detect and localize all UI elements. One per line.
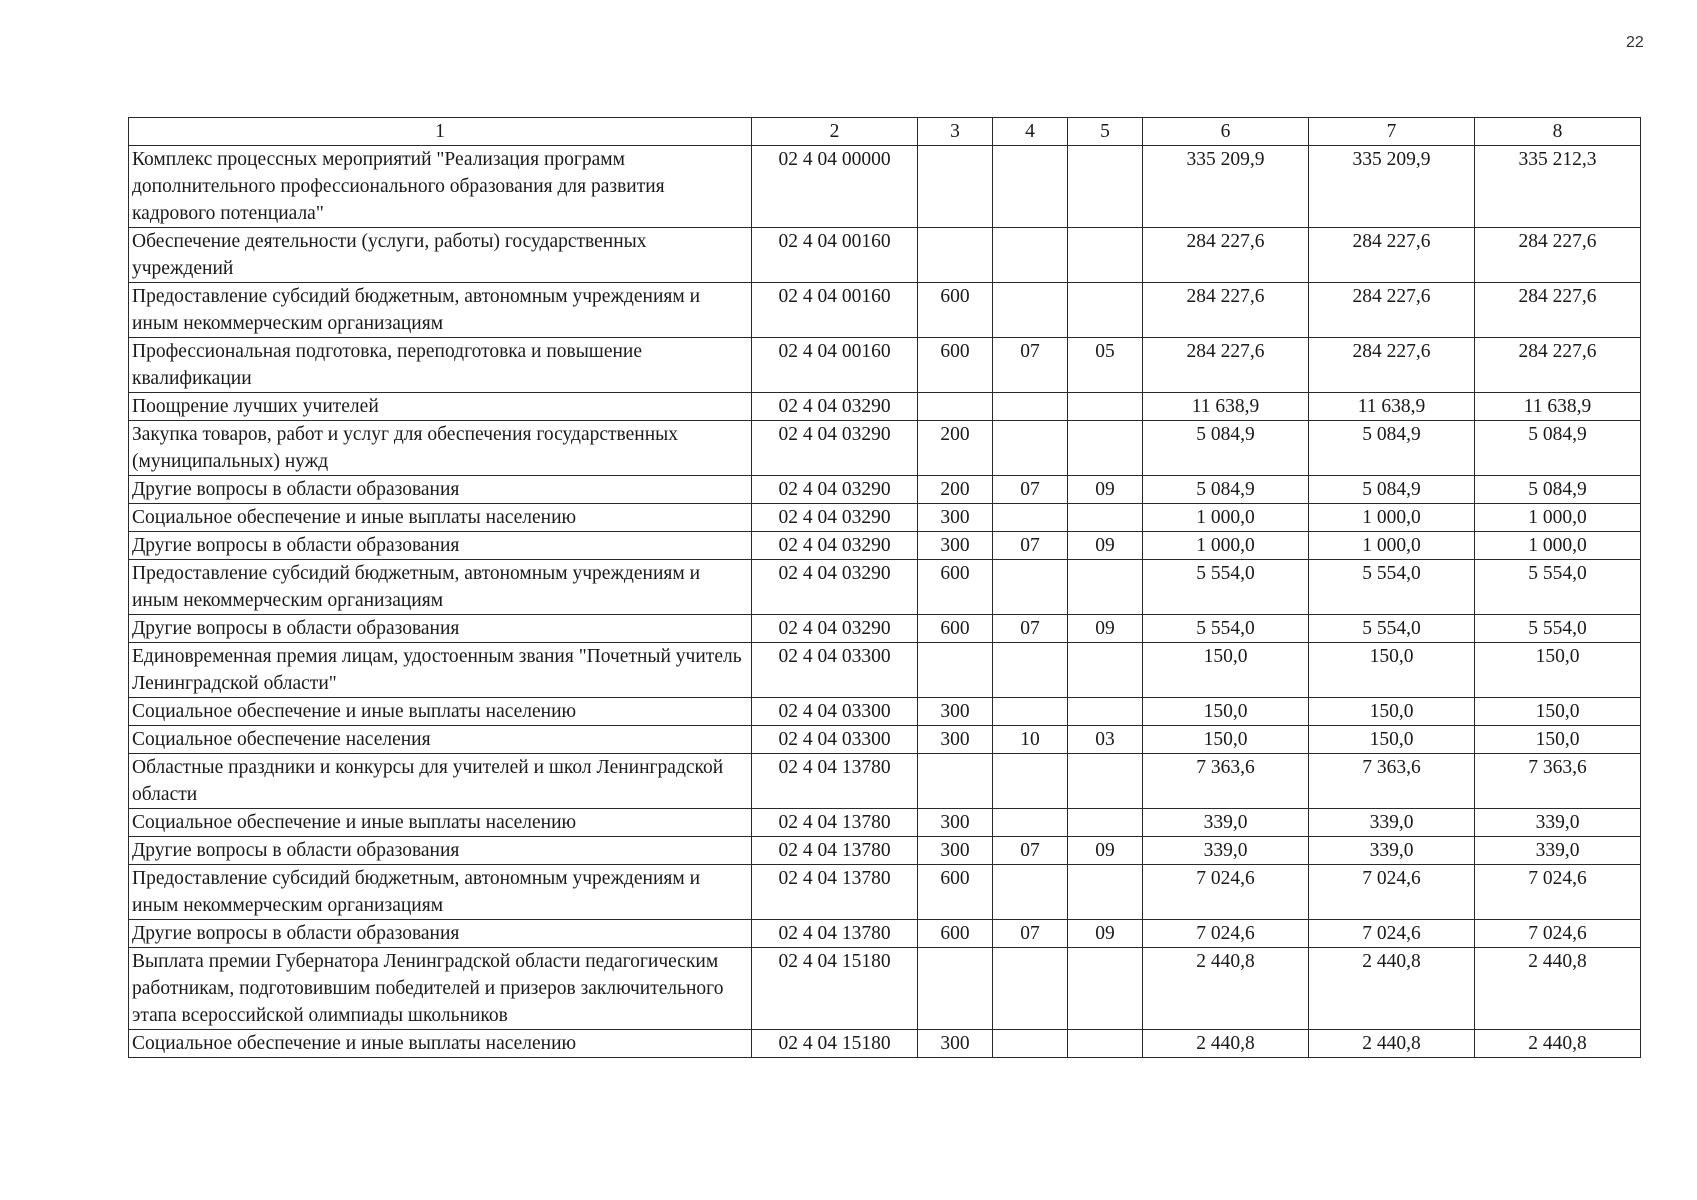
cell-section <box>993 698 1068 726</box>
table-row <box>129 809 1641 837</box>
cell-code: 02 4 04 03290 <box>752 560 918 615</box>
cell-amount-7: 150,0 <box>1309 726 1475 754</box>
cell-subsection: 09 <box>1068 532 1143 560</box>
cell-subsection <box>1068 228 1143 283</box>
cell-expense-type: 600 <box>918 615 993 643</box>
cell-amount-8: 150,0 <box>1475 726 1641 754</box>
cell-code: 02 4 04 00160 <box>752 228 918 283</box>
column-header: 6 <box>1143 118 1309 146</box>
table-row <box>129 865 1641 920</box>
cell-amount-7: 7 024,6 <box>1309 865 1475 920</box>
cell-code: 02 4 04 03290 <box>752 476 918 504</box>
cell-section <box>993 1030 1068 1058</box>
table-row <box>129 698 1641 726</box>
cell-amount-7: 5 554,0 <box>1309 560 1475 615</box>
cell-expense-type: 600 <box>918 865 993 920</box>
cell-amount-7: 7 363,6 <box>1309 754 1475 809</box>
cell-amount-7: 2 440,8 <box>1309 1030 1475 1058</box>
cell-code: 02 4 04 03300 <box>752 643 918 698</box>
cell-amount-7: 2 440,8 <box>1309 948 1475 1030</box>
table-row <box>129 421 1641 476</box>
cell-section: 07 <box>993 338 1068 393</box>
cell-subsection: 09 <box>1068 476 1143 504</box>
cell-expense-type: 600 <box>918 283 993 338</box>
cell-amount-6: 7 024,6 <box>1143 920 1309 948</box>
cell-name: Обеспечение деятельности (услуги, работы) государственных учреждений <box>129 228 752 283</box>
cell-amount-8: 1 000,0 <box>1475 504 1641 532</box>
cell-amount-6: 284 227,6 <box>1143 338 1309 393</box>
cell-section: 07 <box>993 476 1068 504</box>
cell-section: 07 <box>993 920 1068 948</box>
table-row <box>129 948 1641 1030</box>
cell-expense-type: 300 <box>918 837 993 865</box>
cell-amount-8: 150,0 <box>1475 698 1641 726</box>
table-body <box>129 146 1641 1058</box>
cell-name: Выплата премии Губернатора Ленинградской области педагогическим работникам, подготовившим победителей и призеров заключительного этапа всероссийской олимпиады школьников <box>129 948 752 1030</box>
cell-code: 02 4 04 03300 <box>752 726 918 754</box>
cell-section <box>993 754 1068 809</box>
table-row <box>129 228 1641 283</box>
cell-amount-8: 335 212,3 <box>1475 146 1641 228</box>
cell-expense-type: 300 <box>918 1030 993 1058</box>
cell-amount-6: 5 084,9 <box>1143 421 1309 476</box>
cell-amount-6: 284 227,6 <box>1143 283 1309 338</box>
cell-subsection: 09 <box>1068 837 1143 865</box>
cell-section <box>993 948 1068 1030</box>
cell-code: 02 4 04 13780 <box>752 920 918 948</box>
column-header: 2 <box>752 118 918 146</box>
cell-subsection <box>1068 809 1143 837</box>
cell-amount-6: 150,0 <box>1143 698 1309 726</box>
cell-amount-8: 5 084,9 <box>1475 476 1641 504</box>
table-row <box>129 643 1641 698</box>
cell-expense-type: 300 <box>918 726 993 754</box>
cell-expense-type: 200 <box>918 476 993 504</box>
cell-expense-type <box>918 948 993 1030</box>
cell-section: 10 <box>993 726 1068 754</box>
cell-code: 02 4 04 15180 <box>752 1030 918 1058</box>
table-row <box>129 560 1641 615</box>
cell-name: Предоставление субсидий бюджетным, автономным учреждениям и иным некоммерческим организациям <box>129 283 752 338</box>
cell-amount-6: 335 209,9 <box>1143 146 1309 228</box>
cell-name: Закупка товаров, работ и услуг для обеспечения государственных (муниципальных) нужд <box>129 421 752 476</box>
cell-amount-7: 1 000,0 <box>1309 504 1475 532</box>
cell-code: 02 4 04 13780 <box>752 865 918 920</box>
cell-amount-7: 7 024,6 <box>1309 920 1475 948</box>
cell-amount-7: 5 084,9 <box>1309 421 1475 476</box>
cell-section <box>993 504 1068 532</box>
cell-amount-8: 5 554,0 <box>1475 560 1641 615</box>
cell-expense-type <box>918 146 993 228</box>
cell-amount-8: 284 227,6 <box>1475 338 1641 393</box>
cell-subsection <box>1068 865 1143 920</box>
cell-amount-7: 150,0 <box>1309 643 1475 698</box>
cell-amount-7: 339,0 <box>1309 809 1475 837</box>
cell-section <box>993 865 1068 920</box>
cell-amount-8: 2 440,8 <box>1475 1030 1641 1058</box>
table-row <box>129 146 1641 228</box>
cell-amount-8: 2 440,8 <box>1475 948 1641 1030</box>
cell-amount-6: 2 440,8 <box>1143 1030 1309 1058</box>
cell-expense-type <box>918 643 993 698</box>
cell-code: 02 4 04 13780 <box>752 754 918 809</box>
cell-expense-type: 600 <box>918 560 993 615</box>
cell-section <box>993 393 1068 421</box>
cell-section <box>993 146 1068 228</box>
cell-amount-7: 284 227,6 <box>1309 283 1475 338</box>
cell-section: 07 <box>993 615 1068 643</box>
cell-amount-8: 7 363,6 <box>1475 754 1641 809</box>
cell-subsection: 09 <box>1068 615 1143 643</box>
cell-amount-6: 150,0 <box>1143 726 1309 754</box>
cell-amount-6: 7 363,6 <box>1143 754 1309 809</box>
cell-subsection <box>1068 393 1143 421</box>
cell-amount-6: 150,0 <box>1143 643 1309 698</box>
cell-code: 02 4 04 00000 <box>752 146 918 228</box>
table-row <box>129 393 1641 421</box>
cell-expense-type <box>918 754 993 809</box>
cell-expense-type: 300 <box>918 532 993 560</box>
table-row <box>129 532 1641 560</box>
cell-amount-8: 150,0 <box>1475 643 1641 698</box>
cell-name: Социальное обеспечение населения <box>129 726 752 754</box>
cell-code: 02 4 04 03290 <box>752 615 918 643</box>
cell-amount-7: 339,0 <box>1309 837 1475 865</box>
cell-amount-7: 335 209,9 <box>1309 146 1475 228</box>
cell-subsection <box>1068 643 1143 698</box>
table-row <box>129 920 1641 948</box>
cell-subsection <box>1068 754 1143 809</box>
table-row <box>129 476 1641 504</box>
cell-name: Другие вопросы в области образования <box>129 920 752 948</box>
cell-code: 02 4 04 13780 <box>752 809 918 837</box>
cell-name: Областные праздники и конкурсы для учителей и школ Ленинградской области <box>129 754 752 809</box>
cell-amount-6: 1 000,0 <box>1143 532 1309 560</box>
cell-name: Комплекс процессных мероприятий "Реализация программ дополнительного профессионального образования для развития кадрового потенциала" <box>129 146 752 228</box>
cell-expense-type: 600 <box>918 338 993 393</box>
cell-amount-8: 339,0 <box>1475 809 1641 837</box>
cell-expense-type <box>918 228 993 283</box>
table-row <box>129 504 1641 532</box>
cell-amount-8: 7 024,6 <box>1475 865 1641 920</box>
table-row <box>129 726 1641 754</box>
cell-name: Другие вопросы в области образования <box>129 532 752 560</box>
table-row <box>129 283 1641 338</box>
cell-amount-7: 11 638,9 <box>1309 393 1475 421</box>
cell-name: Социальное обеспечение и иные выплаты населению <box>129 1030 752 1058</box>
cell-amount-8: 284 227,6 <box>1475 228 1641 283</box>
cell-subsection <box>1068 421 1143 476</box>
cell-name: Социальное обеспечение и иные выплаты населению <box>129 698 752 726</box>
cell-name: Другие вопросы в области образования <box>129 837 752 865</box>
cell-section <box>993 228 1068 283</box>
cell-name: Предоставление субсидий бюджетным, автономным учреждениям и иным некоммерческим организациям <box>129 560 752 615</box>
cell-section <box>993 421 1068 476</box>
cell-name: Социальное обеспечение и иные выплаты населению <box>129 504 752 532</box>
cell-amount-6: 1 000,0 <box>1143 504 1309 532</box>
cell-code: 02 4 04 03290 <box>752 421 918 476</box>
cell-amount-8: 5 084,9 <box>1475 421 1641 476</box>
cell-expense-type: 200 <box>918 421 993 476</box>
cell-section <box>993 283 1068 338</box>
cell-expense-type: 300 <box>918 698 993 726</box>
cell-amount-8: 339,0 <box>1475 837 1641 865</box>
cell-code: 02 4 04 13780 <box>752 837 918 865</box>
column-header: 4 <box>993 118 1068 146</box>
cell-section: 07 <box>993 532 1068 560</box>
cell-expense-type <box>918 393 993 421</box>
cell-subsection: 05 <box>1068 338 1143 393</box>
cell-expense-type: 300 <box>918 504 993 532</box>
column-header: 7 <box>1309 118 1475 146</box>
cell-amount-7: 5 554,0 <box>1309 615 1475 643</box>
cell-subsection <box>1068 698 1143 726</box>
budget-table <box>128 117 1641 1058</box>
cell-subsection: 03 <box>1068 726 1143 754</box>
cell-amount-6: 11 638,9 <box>1143 393 1309 421</box>
cell-code: 02 4 04 15180 <box>752 948 918 1030</box>
table-row <box>129 754 1641 809</box>
cell-subsection <box>1068 283 1143 338</box>
cell-code: 02 4 04 00160 <box>752 283 918 338</box>
cell-subsection <box>1068 504 1143 532</box>
cell-amount-6: 2 440,8 <box>1143 948 1309 1030</box>
cell-amount-8: 1 000,0 <box>1475 532 1641 560</box>
column-header: 5 <box>1068 118 1143 146</box>
cell-amount-7: 1 000,0 <box>1309 532 1475 560</box>
cell-expense-type: 600 <box>918 920 993 948</box>
cell-expense-type: 300 <box>918 809 993 837</box>
cell-amount-6: 7 024,6 <box>1143 865 1309 920</box>
table-row <box>129 338 1641 393</box>
cell-code: 02 4 04 03290 <box>752 393 918 421</box>
cell-name: Предоставление субсидий бюджетным, автономным учреждениям и иным некоммерческим организациям <box>129 865 752 920</box>
page-number: 22 <box>1626 34 1644 51</box>
cell-amount-6: 5 554,0 <box>1143 560 1309 615</box>
column-header: 1 <box>129 118 752 146</box>
cell-code: 02 4 04 00160 <box>752 338 918 393</box>
cell-code: 02 4 04 03290 <box>752 504 918 532</box>
cell-name: Другие вопросы в области образования <box>129 476 752 504</box>
cell-amount-7: 5 084,9 <box>1309 476 1475 504</box>
cell-name: Поощрение лучших учителей <box>129 393 752 421</box>
cell-section <box>993 809 1068 837</box>
cell-amount-6: 5 084,9 <box>1143 476 1309 504</box>
cell-code: 02 4 04 03290 <box>752 532 918 560</box>
cell-name: Социальное обеспечение и иные выплаты населению <box>129 809 752 837</box>
cell-subsection: 09 <box>1068 920 1143 948</box>
cell-name: Профессиональная подготовка, переподготовка и повышение квалификации <box>129 338 752 393</box>
cell-amount-6: 339,0 <box>1143 837 1309 865</box>
table-row <box>129 615 1641 643</box>
cell-subsection <box>1068 146 1143 228</box>
cell-section <box>993 560 1068 615</box>
cell-name: Единовременная премия лицам, удостоенным звания "Почетный учитель Ленинградской области" <box>129 643 752 698</box>
cell-section <box>993 643 1068 698</box>
cell-amount-8: 7 024,6 <box>1475 920 1641 948</box>
cell-subsection <box>1068 948 1143 1030</box>
cell-amount-8: 11 638,9 <box>1475 393 1641 421</box>
cell-amount-7: 150,0 <box>1309 698 1475 726</box>
column-header: 8 <box>1475 118 1641 146</box>
cell-subsection <box>1068 1030 1143 1058</box>
cell-amount-6: 284 227,6 <box>1143 228 1309 283</box>
cell-amount-7: 284 227,6 <box>1309 338 1475 393</box>
cell-code: 02 4 04 03300 <box>752 698 918 726</box>
cell-amount-6: 5 554,0 <box>1143 615 1309 643</box>
cell-section: 07 <box>993 837 1068 865</box>
header-row <box>129 118 1641 146</box>
cell-amount-6: 339,0 <box>1143 809 1309 837</box>
column-header: 3 <box>918 118 993 146</box>
cell-name: Другие вопросы в области образования <box>129 615 752 643</box>
cell-amount-7: 284 227,6 <box>1309 228 1475 283</box>
cell-amount-8: 5 554,0 <box>1475 615 1641 643</box>
cell-subsection <box>1068 560 1143 615</box>
table-row <box>129 1030 1641 1058</box>
table-row <box>129 837 1641 865</box>
cell-amount-8: 284 227,6 <box>1475 283 1641 338</box>
